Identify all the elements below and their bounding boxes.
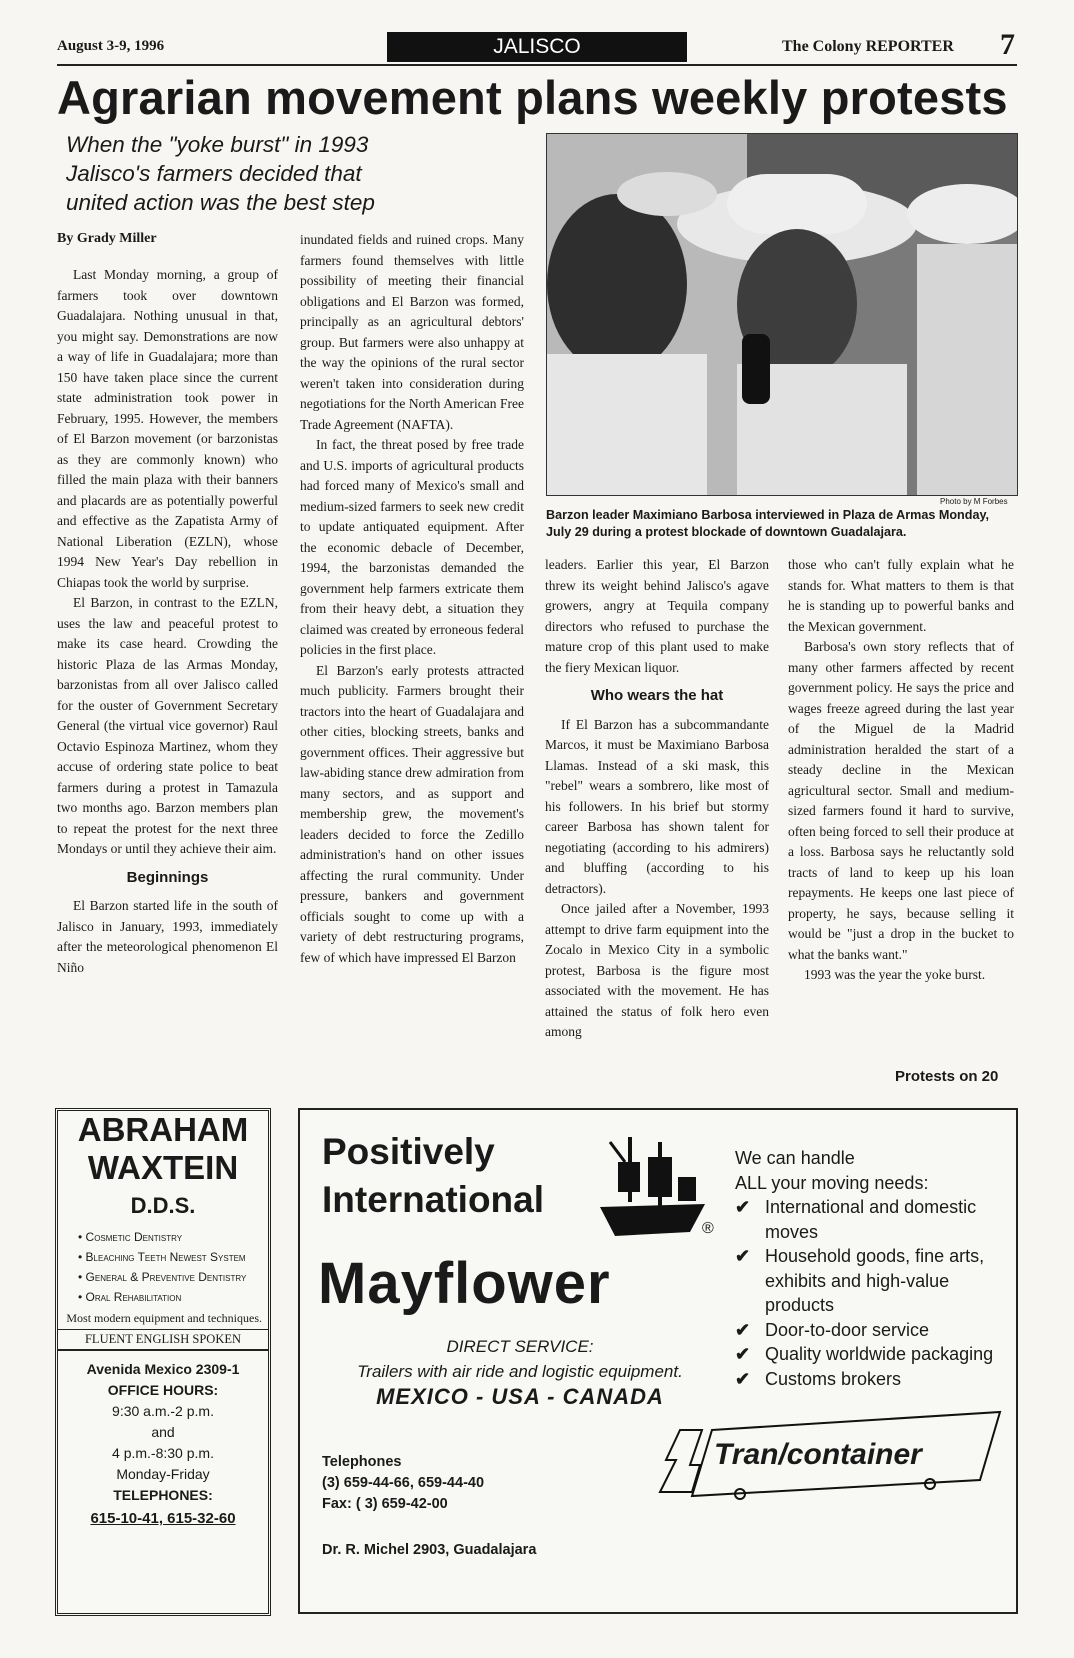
issue-date: August 3-9, 1996 — [57, 38, 165, 54]
newspaper-name: The Colony REPORTER — [782, 38, 954, 55]
mayflower-brand: Mayflower — [318, 1251, 611, 1316]
paragraph: If El Barzon has a subcommandante Marcos, it must be Maximiano Barbosa Llamas. Instead of a ski mask, this "rebel" wears a sombrero, like most of his followers. In his brief but stormy career Barbosa has shown talent for negotiating (according to his admirers) and bluffing (according to his detractors). — [545, 716, 769, 896]
article-column-4 — [788, 555, 1014, 986]
photo-credit: Photo by M Forbes — [940, 497, 1008, 506]
direct-service — [300, 1334, 740, 1409]
transcontainer-name: Tran/container — [714, 1438, 922, 1471]
mayflower-contacts — [322, 1452, 484, 1515]
hours-label: OFFICE HOURS: — [107, 1382, 219, 1398]
headline: Agrarian movement plans weekly protests — [57, 71, 1008, 124]
photo-caption: Barzon leader Maximiano Barbosa interviewed in Plaza de Armas Monday, July 29 during a protest blockade of downtown Guadalajara. — [546, 508, 990, 539]
handle-line2: ALL your moving needs: — [735, 1172, 929, 1193]
service-text: Quality worldwide packaging — [765, 1344, 994, 1364]
service-text: Customs brokers — [765, 1368, 902, 1389]
article-column-2 — [300, 230, 524, 968]
registered-mark: ® — [702, 1220, 714, 1237]
dentist-name-line1: ABRAHAM — [77, 1111, 249, 1148]
paragraph: In fact, the threat posed by free trade and U.S. imports of agricultural products had forced many of Mexico's small and medium-sized farmers to seek new credit to update antiquated equipment. After the economic debacle of December, 1994, the barzonistas demanded the government help farmers extricate them from their heavy debt, a situation they claimed was created by erroneous federal policies in the first place. — [300, 437, 524, 657]
equipment-note: Most modern equipment and techniques. — [66, 1311, 262, 1325]
office-days: Monday-Friday — [116, 1466, 210, 1482]
handle-line1: We can handle — [735, 1148, 855, 1168]
service-item — [735, 1244, 1005, 1318]
telephones-label: Telephones — [322, 1454, 402, 1470]
service-item: • General & Preventive Dentistry — [78, 1267, 264, 1287]
paragraph: inundated fields and ruined crops. Many farmers found themselves with little possibility of meeting their financial obligations and El Barzon was formed, principally as an agricultural debtors' group. But farmers were also unhappy at the way the opinions of the rural sector weren't taken into consideration during negotiations for the North American Free Trade Agreement (NAFTA). — [300, 232, 524, 432]
check-icon: ✔ — [735, 1319, 751, 1340]
dentist-title: D.D.S. — [130, 1193, 196, 1218]
ad-slogan — [322, 1128, 544, 1224]
service-text: International and domestic moves — [765, 1197, 977, 1242]
mayflower-ad — [298, 1108, 1018, 1614]
telephone-numbers: (3) 659-44-66, 659-44-40 — [322, 1475, 485, 1491]
dentist-telephones: 615-10-41, 615-32-60 — [90, 1510, 236, 1527]
hours-afternoon: 4 p.m.-8:30 p.m. — [112, 1445, 214, 1461]
paragraph: 1993 was the year the yoke burst. — [804, 967, 986, 982]
paragraph: those who can't fully explain what he stands for. What matters to them is that he is standing up to powerful banks and the Mexican government. — [788, 557, 1014, 634]
check-icon: ✔ — [735, 1246, 751, 1266]
office-details — [58, 1359, 268, 1506]
paragraph: leaders. Earlier this year, El Barzon threw its weight behind Jalisco's agave growers, angry at Tequila company directors who refused to purchase the mature crop of this plant used to make the fiery Mexican liquor. — [545, 557, 769, 675]
trailers-line: Trailers with air ride and logistic equipment. — [357, 1362, 683, 1381]
paragraph: El Barzon, in contrast to the EZLN, uses the law and peaceful protest to make its case heard. Crowding the historic Plaza de las Armas Monday, barzonistas from all over Jalisco called for the ouster of Government Secretary General (the virtual vice governor) Raul Octavio Espinoza Martinez, whom they accuse of ordering state police to beat farmers during a protest in Tamazula two months ago. Barzon members plan to repeat the protest for the next three Mondays or until they achieve their aim. — [57, 595, 278, 856]
article-column-3 — [545, 555, 769, 1043]
continuation-jump: Protests on 20 — [895, 1068, 999, 1085]
photo-image — [547, 134, 1017, 495]
service-text: Household goods, fine arts, exhibits and high-value products — [765, 1246, 985, 1315]
service-item: • Bleaching Teeth Newest System — [78, 1247, 264, 1267]
paragraph: Last Monday morning, a group of farmers took over downtown Guadalajara. Nothing unusual in that, you might say. Demonstrations are now a way of life in Guadalajara; more than 150 have taken place since the current state administration took power in February, 1995. However, the members of El Barzon movement (or barzonistas as they are commonly known) who filled the main plaza with their banners and placards are as potentially powerful and effective as the Zapatista Army of National Liberation (EZLN), whose 1994 New Year's Day rebellion in Chiapas took the world by surprise. — [57, 267, 278, 590]
english-spoken: FLUENT ENGLISH SPOKEN — [58, 1329, 268, 1351]
service-text: Door-to-door service — [765, 1319, 930, 1340]
article-column-1 — [57, 265, 278, 978]
check-icon: ✔ — [735, 1344, 751, 1364]
subhead-who-wears-the-hat: Who wears the hat — [590, 687, 724, 704]
deck: When the "yoke burst" in 1993 Jalisco's farmers decided that united action was the best step — [66, 132, 375, 215]
services-box — [735, 1146, 1005, 1391]
mayflower-address: Dr. R. Michel 2903, Guadalajara — [322, 1542, 537, 1558]
dentist-ad — [55, 1108, 271, 1616]
fax-number: Fax: ( 3) 659-42-00 — [322, 1496, 448, 1512]
paragraph: Barbosa's own story reflects that of many other farmers affected by recent government policy. He says the price and wages freeze agreed during the last year of the Miguel de la Madrid administration heralded the start of a steady decline in the Mexican agricultural sector. Small and medium-sized farmers found it hard to survive, often being forced to sell their produce at a loss. Barbosa says he reluctantly sold tracts of land to keep up his loan repayments. He keeps one last piece of property, he says, because selling it would be "just a drop in the bucket to what the banks want." — [788, 639, 1014, 962]
hours-morning: 9:30 a.m.-2 p.m. — [112, 1403, 214, 1419]
service-item — [735, 1367, 1005, 1392]
services-list — [58, 1227, 268, 1307]
service-item — [735, 1318, 1005, 1343]
direct-service-label: DIRECT SERVICE: — [446, 1337, 594, 1356]
paragraph: Once jailed after a November, 1993 attempt to drive farm equipment into the Zocalo in Mexico City in a symbolic protest, Barbosa is the figure most associated with the movement. He has attained the status of folk hero even among — [545, 901, 769, 1039]
byline: By Grady Miller — [57, 231, 157, 246]
page-number: 7 — [1000, 28, 1015, 61]
check-icon: ✔ — [735, 1197, 751, 1217]
countries-line: MEXICO - USA - CANADA — [376, 1384, 664, 1409]
office-address: Avenida Mexico 2309-1 — [86, 1361, 240, 1377]
service-item: • Cosmetic Dentistry — [78, 1227, 264, 1247]
paragraph: El Barzon started life in the south of Jalisco in January, 1993, immediately after the meteorological phenomenon El Niño — [57, 898, 278, 975]
slogan-line1: Positively — [322, 1131, 495, 1172]
protest-photo — [546, 133, 1018, 496]
service-item — [735, 1342, 1005, 1367]
ship-logo-icon — [590, 1132, 720, 1252]
subhead-beginnings: Beginnings — [126, 868, 209, 886]
section-banner: JALISCO — [387, 32, 687, 62]
check-icon: ✔ — [735, 1368, 751, 1389]
dentist-name-line2: WAXTEIN — [87, 1149, 239, 1186]
slogan-line2: International — [322, 1179, 545, 1220]
header-rule — [57, 64, 1017, 66]
hours-and: and — [151, 1424, 175, 1440]
service-item: • Oral Rehabilitation — [78, 1287, 264, 1307]
service-item — [735, 1195, 1005, 1244]
telephones-label: TELEPHONES: — [113, 1487, 213, 1503]
paragraph: El Barzon's early protests attracted much publicity. Farmers brought their tractors into the heart of Guadalajara and other cities, blocking streets, banks and government offices. Their aggressive but law-abiding stance drew admiration from many sectors, and as support and membership grew, the movement's leaders decided to force the Zedillo administration's hand on other issues affecting the rural community. Under pressure, bankers and government officials sought to come up with a variety of debt restructuring programs, few of which have impressed El Barzon — [300, 662, 524, 965]
